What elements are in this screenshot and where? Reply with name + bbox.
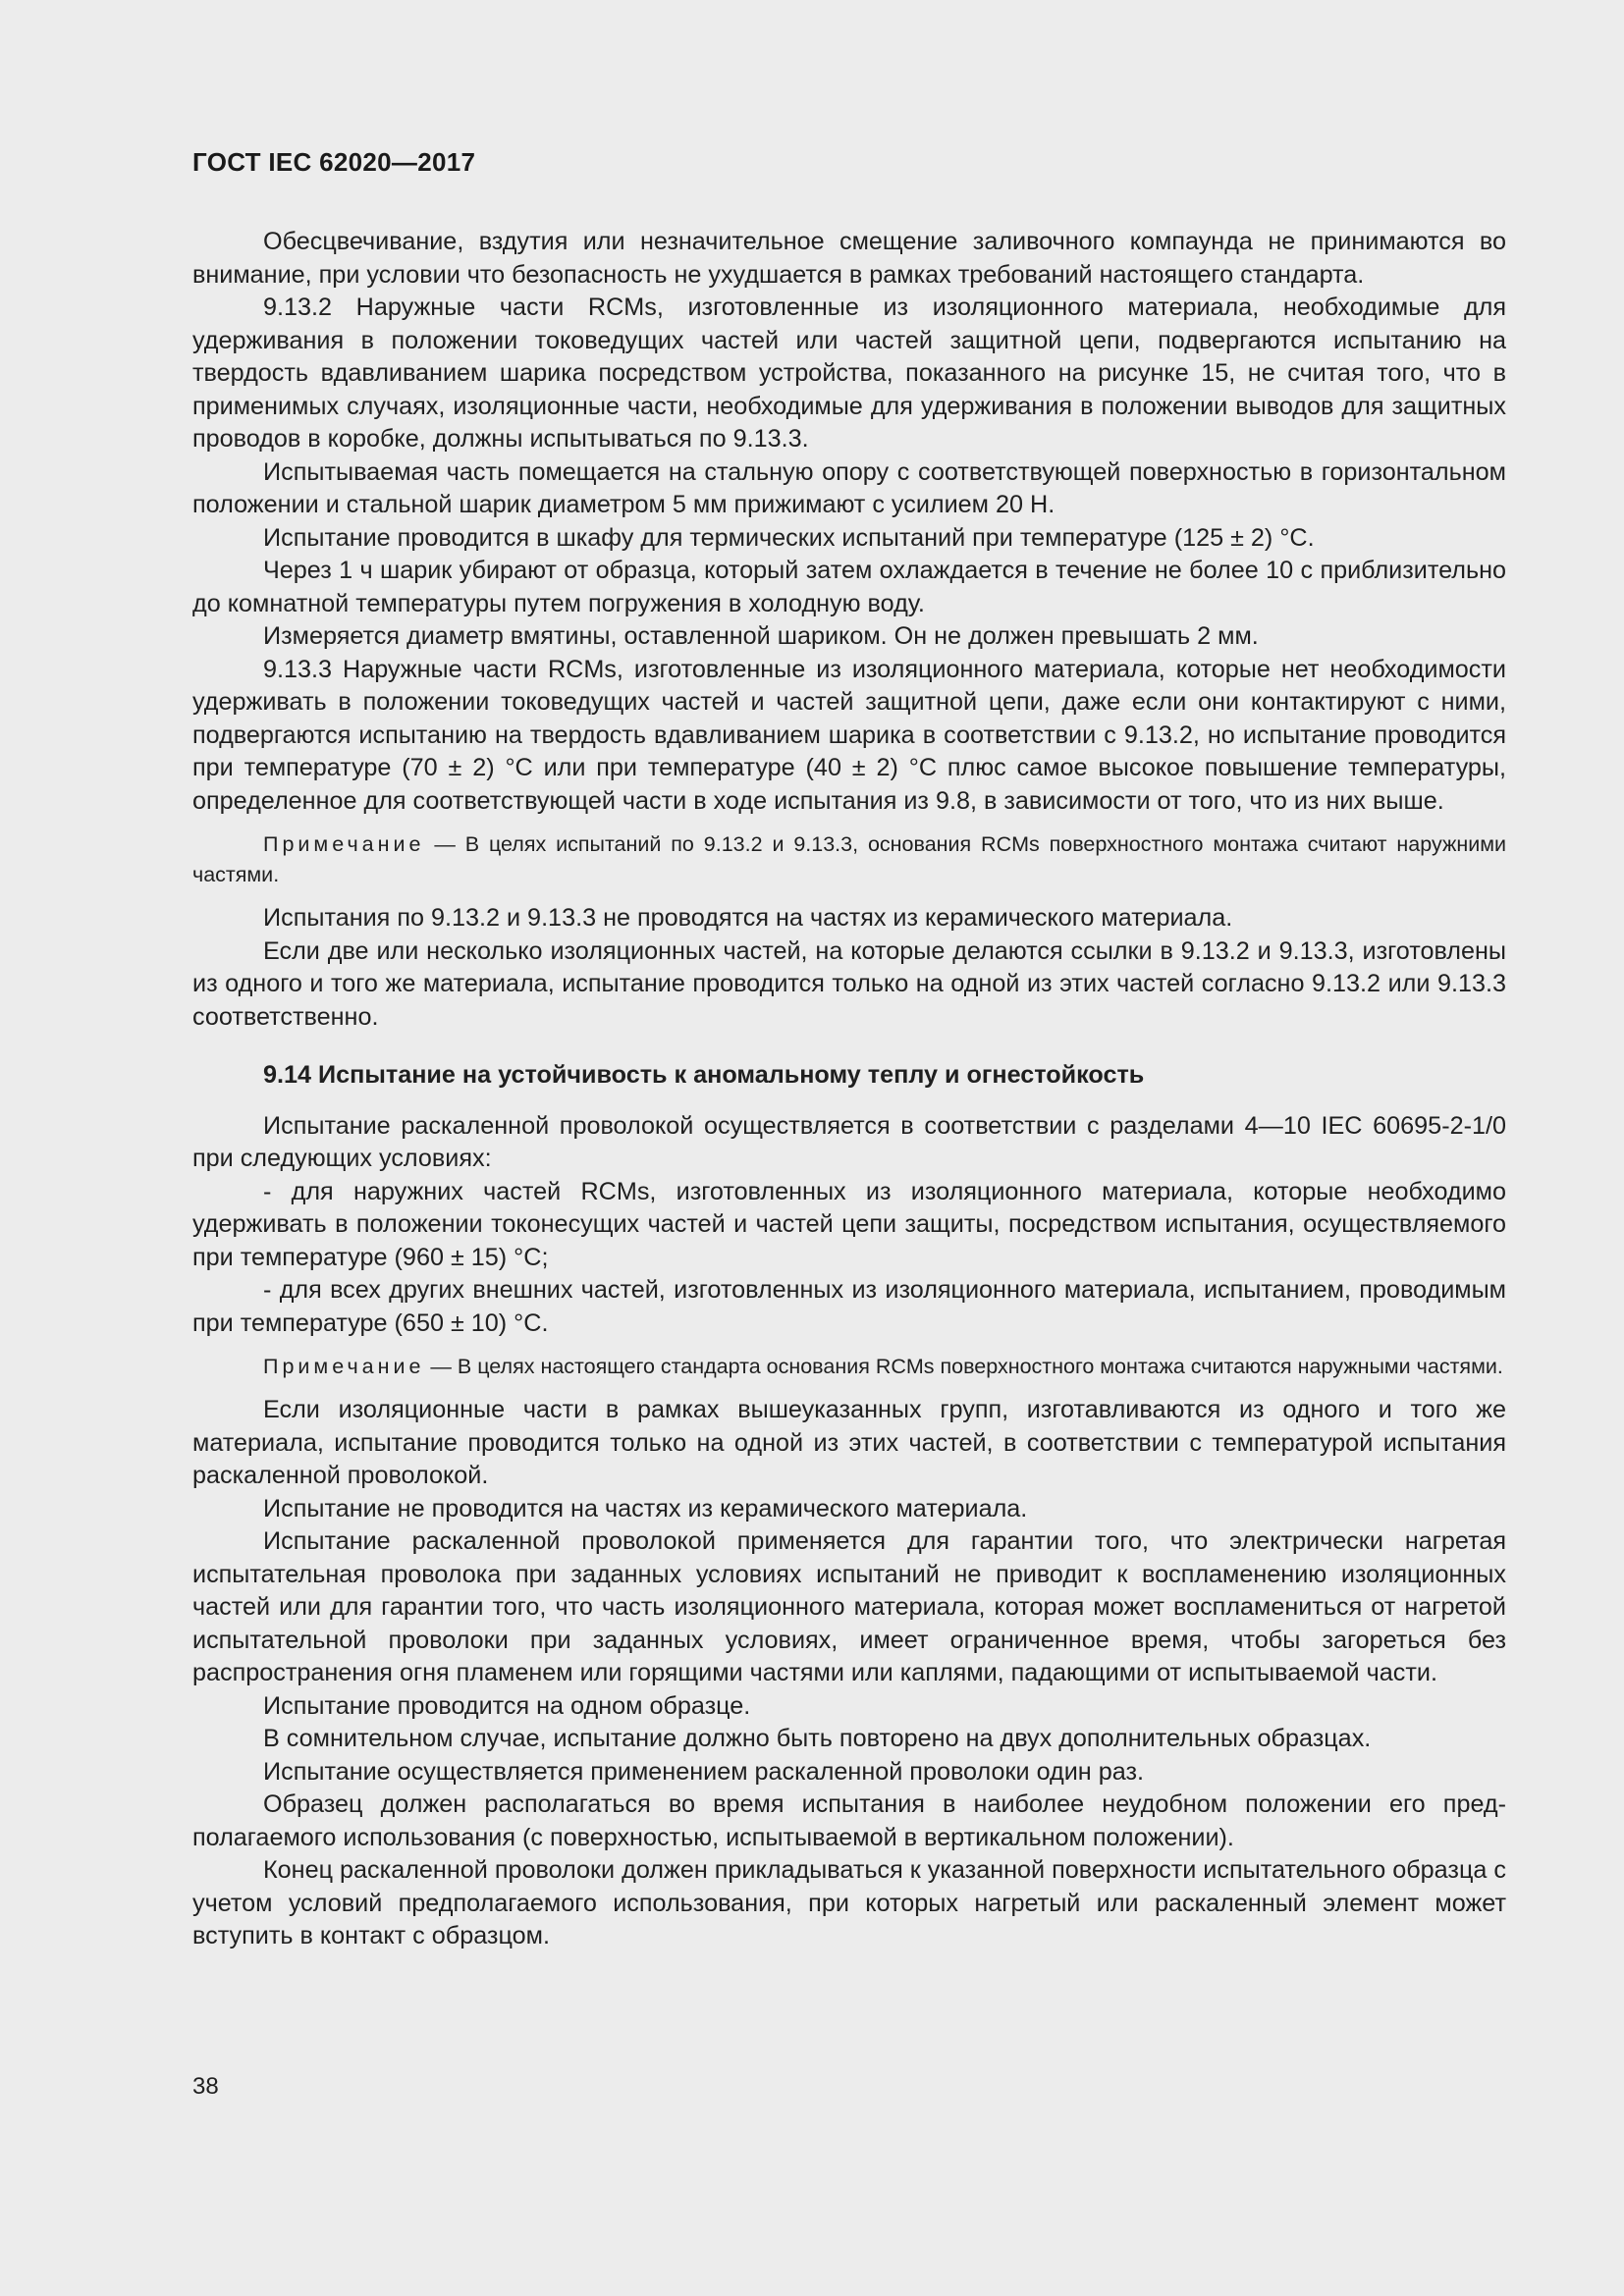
note-label: Примечание [263,832,425,856]
list-item: - для наружних частей RCMs, изготовленных из изоляционного материала, которые необходимо удерживать в положении токонесущих частей и частей цепи защиты, посредством испытания, осуществляемого при температуре (960 ± 15) °С; [192,1177,1506,1271]
paragraph: Образец должен располагаться во время испытания в наиболее неудобном положении его предполагаемого использования (с поверхностью, испытываемой в вертикальном положении). [192,1790,1506,1851]
paragraph: Обесцвечивание, вздутия или незначительное смещение заливочного компаунда не принимаются во внимание, при условии что безопасность не ухудшается в рамках требований настоящего стандарта. [192,228,1506,289]
paragraph: В сомнительном случае, испытание должно быть повторено на двух дополнительных образцах. [263,1725,1372,1752]
paragraph: Если изоляционные части в рамках вышеуказанных групп, изготавливаются из одного и того же материала, испытание проводится только на одной из этих частей, в соответствии с температурой испытания раскаленной проволокой. [192,1396,1506,1489]
paragraph: Измеряется диаметр вмятины, оставленной шариком. Он не должен превышать 2 мм. [263,622,1259,650]
page-number: 38 [192,2073,219,2100]
paragraph-9-13-3: 9.13.3 Наружные части RCMs, изготовленные из изоляционного материала, которые нет необходимости удерживать в положении токоведущих частей и частей защитной цепи, даже если они контактируют с ними, подвергаются испытанию на твердость вдавливанием шарика в соответствии с 9.13.2, но испытание проводится при температуре (70 ± 2) °С или при температуре (40 ± 2) °С плюс самое высокое повышение температуры, определенное для соответствующей части в ходе испытания из 9.8, в зависимости от того, что из них выше. [192,655,1506,815]
paragraph: Испытание проводится в шкафу для термических испытаний при температуре (125 ± 2) °С. [263,523,1315,552]
section-heading-9-14: 9.14 Испытание на устойчивость к аномальному теплу и огнестойкость [263,1061,1145,1089]
paragraph: Испытываемая часть помещается на стальную опору с соответствующей поверхностью в горизонтальном положении и стальной шарик диаметром 5 мм прижимают с усилием 20 Н. [192,457,1506,518]
paragraph: Если две или несколько изоляционных частей, на которые делаются ссылки в 9.13.2 и 9.13.3, изготовлены из одного и того же материала, испытание проводится только на одной из этих частей согласно 9.13.2 или 9.13.3 соответственно. [192,936,1506,1031]
list-item: - для всех других внешних частей, изготовленных из изоляционного материала, испытанием, проводимым при температуре (650 ± 10) °С. [192,1276,1506,1337]
page-content [192,226,1506,1953]
paragraph: Испытание осуществляется применением раскаленной проволоки один раз. [263,1757,1144,1786]
note-label: Примечание [263,1355,425,1378]
paragraph: Испытание проводится на одном образце. [263,1691,751,1720]
note-1 [192,829,1506,890]
standard-header: ГОСТ IEC 62020—2017 [192,147,476,177]
paragraph-9-13-2: 9.13.2 Наружные части RCMs, изготовленные из изоляционного материала, необходимые для удерживания в положении токоведущих частей или частей защитной цепи, подвергаются испытанию на твердость вдавливанием шарика посредством устройства, показанного на рисунке 15, не считая того, что в применимых случаях, изоляционные части, необходимые для удерживания в положении выводов для защитных проводов в коробке, должны испытываться по 9.13.3. [192,294,1506,453]
note-2 [192,1352,1506,1382]
paragraph: Испытание раскаленной проволокой осуществляется в соответствии с разделами 4—10 IEC 60695-2-1/0 при следующих условиях: [192,1111,1506,1172]
paragraph: Испытание раскаленной проволокой применяется для гарантии того, что электрически нагретая испытательная проволока при заданных условиях испытаний не приводит к воспламенению изоляционных частей или для гарантии того, что часть изоляционного материала, которая может воспламениться от нагретой испытательной проволоки при заданных условиях, имеет ограниченное время, чтобы загореться без распространения огня пламенем или горящими частями или каплями, падающими от испытываемой части. [192,1527,1506,1686]
paragraph: Конец раскаленной проволоки должен прикладываться к указанной поверхности испытательного образца с учетом условий предполагаемого использования, при которых нагретый или раскаленный элемент может вступить в контакт с образцом. [192,1856,1506,1949]
paragraph: Испытания по 9.13.2 и 9.13.3 не проводятся на частях из керамического материала. [263,904,1233,932]
note-text: — В целях испытаний по 9.13.2 и 9.13.3, основания RCMs поверхностного монтажа считают наружними частями. [192,832,1506,886]
paragraph: Испытание не проводится на частях из керамического материала. [263,1494,1028,1522]
note-text: — В целях настоящего стандарта основания RCMs поверхностного монтажа считаются наружными частями. [424,1355,1503,1378]
paragraph: Через 1 ч шарик убирают от образца, который затем охлаждается в течение не более 10 с приблизительно до комнатной температуры путем погружения в холодную воду. [192,557,1506,617]
